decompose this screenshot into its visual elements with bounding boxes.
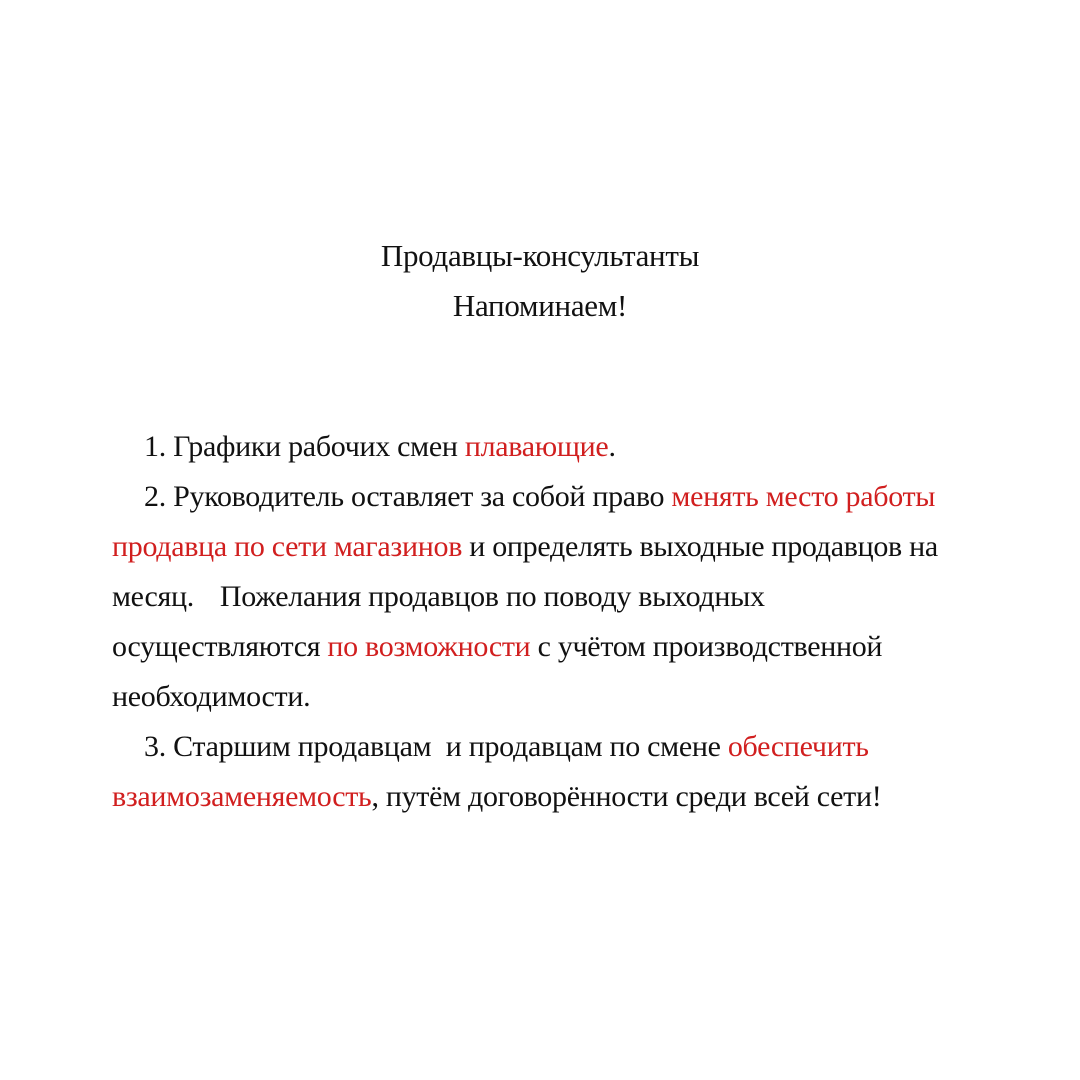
highlight-text: взаимозаменяемость (112, 780, 372, 813)
item-text: месяц. (112, 580, 194, 613)
page-subtitle: Напоминаем! (452, 288, 628, 323)
highlight-text: плавающие (464, 430, 609, 463)
item-number: 1. (144, 430, 166, 463)
item-text: Старшим продавцам и продавцам по смене (173, 730, 728, 763)
item-number: 3. (144, 730, 166, 763)
item-text: необходимости. (112, 680, 311, 713)
item-text: , путём договорённости среди всей сети! (371, 780, 882, 813)
list-item-1 (112, 422, 1042, 472)
item-text: осуществляются (112, 630, 328, 663)
item-number: 2. (144, 480, 166, 513)
item-text: Графики рабочих смен (173, 430, 465, 463)
item-text: Пожелания продавцов по поводу выходных (219, 580, 765, 613)
highlight-text: продавца по сети магазинов (112, 530, 463, 563)
item-text: . (608, 430, 616, 463)
list-item-3 (112, 722, 1042, 822)
highlight-text: менять место работы (671, 480, 936, 513)
list-item-2 (112, 472, 1042, 722)
page-title: Продавцы-консультанты (380, 238, 700, 273)
item-text: Руководитель оставляет за собой право (173, 480, 672, 513)
notice-body (112, 422, 1042, 822)
item-text: и определять выходные продавцов на (462, 530, 938, 563)
highlight-text: обеспечить (727, 730, 869, 763)
item-text: с учётом производственной (530, 630, 883, 663)
highlight-text: по возможности (327, 630, 531, 663)
